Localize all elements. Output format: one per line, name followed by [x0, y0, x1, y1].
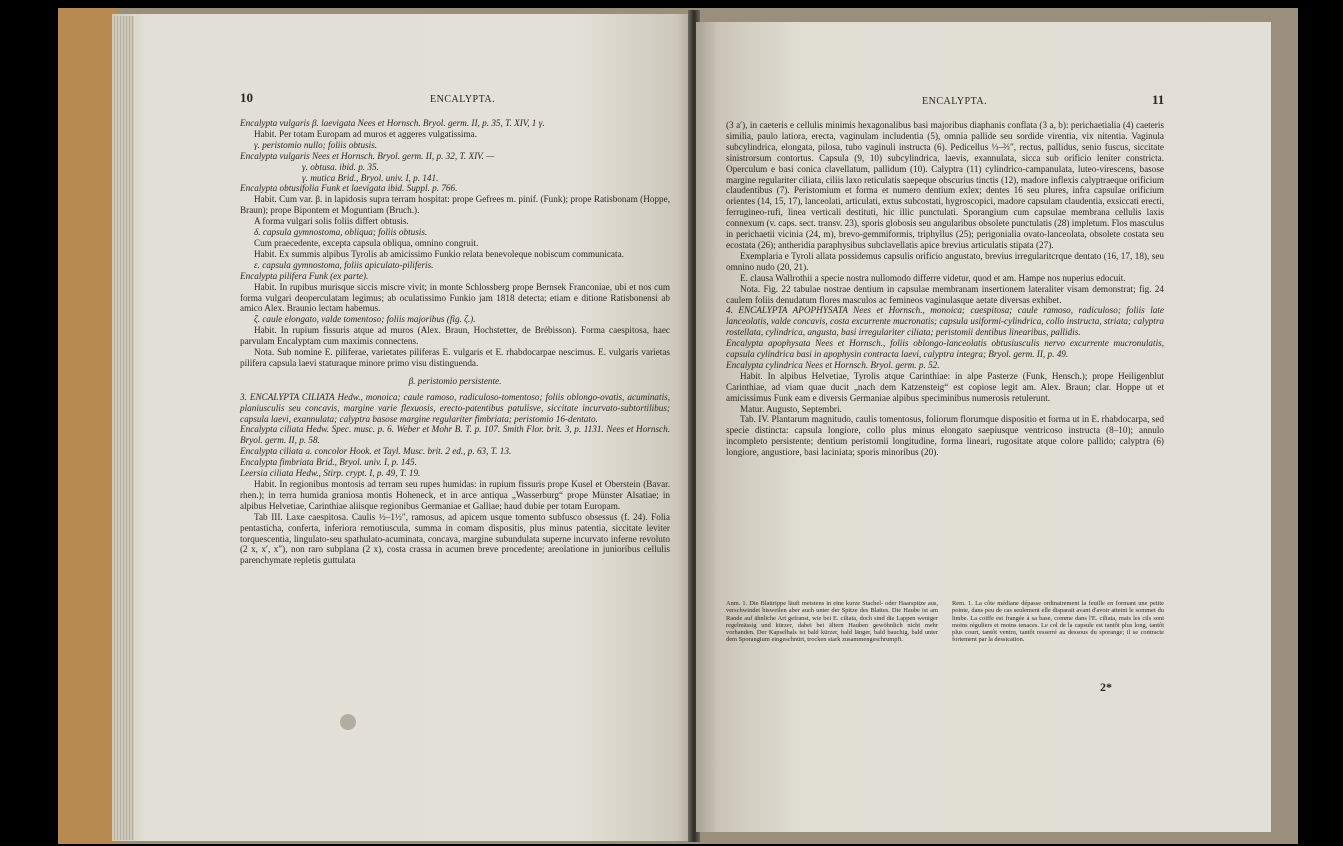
text-line: Habit. Cum var. β. in lapidosis supra terram hospitat: prope Gefrees m. pinif. (Funk); prope Ratisbonam (Hoppe, Braun); prope Bipontem et Moguntiam (Bruch.).: [240, 194, 670, 216]
signature-mark: 2*: [1100, 680, 1112, 694]
text-line: Nota. Fig. 22 tabulae nostrae dentium in capsulae membranam insertionem lateraliter visam demonstrat; fig. 24 caulem foliis denudatum flores masculos ac femineos vaginulasque aetate diversas exhibet.: [726, 283, 1164, 305]
text-line: Tab III. Laxe caespitosa. Caulis ½–1½″, ramosus, ad apicem usque tomento subfusco obsessus (f. 24). Folia pentasticha, conferta, inferiora remotiuscula, summa in comam dispositis, plus minus patentia, siccitate leviter torquescentia, lingulato-seu spathulato-acuminata, concava, margine subundulata superne incurvato inferne revoluto (2 x, x′, x″), non raro subplana (2 x), costa crassa in acumen breve procedente; areolatione in junioribus cellulis parenchymate repletis guttulata: [240, 511, 670, 566]
text-line: Encalypta apophysata Nees et Hornsch., foliis oblongo-lanceolatis obtusiusculis nervo excurrente mucronulatis, capsula cylindrica basi in apophysin contracta laevi, calyptra integra; Bryol. germ. II, p. 49.: [726, 338, 1164, 360]
text-line: δ. capsula gymnostoma, obliqua; foliis obtusis.: [254, 227, 428, 238]
footnote-french: Rem. 1. La côte médiane dépasse ordinairement la feuille en formant une petite pointe, dans peu de cas seulement elle disparait avant d'avoir atteint le sommet du limbe. La coiffe est frangée à sa base, comme dans l'E. ciliata, mais les cils sont moins réguliers et moins tenaces. Le col de la capsule est tantôt plus long, tantôt plus court, tantôt ventru, tantôt resserré au dessous du sporange; il se contracte fortement par la dessication.: [952, 600, 1164, 644]
text-line: A forma vulgari solis foliis differt obtusis.: [254, 216, 409, 227]
right-running-head: ENCALYPTA.: [922, 96, 988, 107]
text-line: Encalypta obtusifolia Funk et laevigata ibid. Suppl. p. 766.: [240, 183, 458, 194]
text-line: Habit. In alpibus Helvetiae, Tyrolis atque Carinthiae: in alpe Pasterze (Funk, Hensch.); prope Heiligenblut Carinthiae, ad viam quae ducit „nach dem Katzensteig“ est copiose legit am. Alex. Braun; clar. Hoppe ut et amicissimus Funk eam e diversis Germaniae alpibus speciminibus numerosis retulerunt.: [726, 370, 1164, 403]
section-heading: β. peristomio persistente.: [408, 375, 502, 386]
text-line: ζ. caule elongato, valde tomentoso; foliis majoribus (fig. ζ.).: [254, 314, 476, 325]
text-line: Cum praecedente, excepta capsula obliqua, omnino congruit.: [254, 237, 479, 248]
text-line: Encalypta pilifera Funk (ex parte).: [240, 270, 369, 281]
species-heading: 4. ENCALYPTA APOPHYSATA Nees et Hornsch., monoica; caespitosa; caule ramoso, radiculoso; foliis late lanceolatis, valde concavis, costa excurrente mucronatis; capsula usiformi-cylindrica, collo instructa, striata; calyptra rostellata, cylindrica, angusta, basi irregulariter ciliata; peristomii dentibus linearibus, pallidis.: [726, 305, 1164, 338]
text-line: Encalypta ciliata Hedw. Spec. musc. p. 6. Weber et Mohr B. T. p. 107. Smith Flor. brit. 3, p. 1131. Nees et Hornsch. Bryol. germ. II, p. 58.: [240, 424, 670, 446]
right-page-number: 11: [1152, 92, 1165, 107]
species-heading: 3. ENCALYPTA CILIATA Hedw., monoica; caule ramoso, radiculoso-tomentoso; foliis oblongo-ovatis, acuminatis, planiusculis seu concavis, margine varie flexuosis, erecto-patentibus patulisve, siccitate incurvato-subtortilibus; capsula laevi, exannulata; calyptra basose margine regulariter fimbriata; peristomio 16-dentato.: [240, 391, 670, 424]
stain: [340, 714, 356, 730]
text-line: Exemplaria e Tyroli allata possidemus capsulis orificio angustato, brevius irregularitcrque dentato (16, 17, 18), seu omnino nudo (20, 21).: [726, 250, 1164, 272]
left-running-head: ENCALYPTA.: [430, 94, 496, 105]
text-line: Habit. Ex summis alpibus Tyrolis ab amicissimo Funkio relata benevoleque nobiscum communicata.: [254, 248, 624, 259]
text-line: Habit. In rupium fissuris atque ad muros (Alex. Braun, Hochstetter, de Brébisson). Forma caespitosa, haec parvulam Encalyptam cum maximis connectens.: [240, 325, 670, 347]
right-page: [696, 22, 1271, 832]
left-body-text: [240, 118, 670, 566]
left-page: [112, 14, 694, 841]
text-line: Tab. IV. Plantarum magnitudo, caulis tomentosus, foliorum florumque dispositio et forma ut in E. rhabdocarpa, sed specie distincta: capsula longiore, collo plus minus elongato saepiusque ventricoso instructa (8–10); annulo incompleto persistente; dentium peristomii longitudine, forma lineari, rugositate atque colore pallido; calyptra (6) longiore, angustiore, basi laciniata; sporis minoribus (20).: [726, 414, 1164, 458]
text-line: ε. capsula gymnostoma, foliis apiculato-piliferis.: [254, 259, 434, 270]
right-body-text: [726, 120, 1164, 458]
text-line: Encalypta vulgaris Nees et Hornsch. Bryol. germ. II, p. 32, T. XIV. —: [240, 150, 495, 161]
text-line: Nota. Sub nomine E. piliferae, varietates piliferas E. vulgaris et E. rhabdocarpae nescimus. E. vulgaris varietas pilifera capsula laevi staturaque minore primo visu distinguenda.: [240, 347, 670, 368]
text-line: E. clausa Wallrothii a specie nostra nullomodo differre videtur, quod et am. Hampe nos nuperius edocuit.: [740, 272, 1126, 283]
left-page-number: 10: [240, 90, 253, 105]
text-line: Habit. In rupibus murisque siccis miscre vivit; in monte Schlossberg prope Bernsek Franconiae, ubi et nos cum forma vulgari deoperculatam legimus; ab oculatissimo Funkio jam 1818 detecta; etiam e ditione Ratisbonensi ab amico Alex. Braunio lectam habemus.: [240, 281, 670, 314]
text-line: (3 a′), in caeteris e cellulis minimis hexagonalibus basi majoribus diaphanis conflata (3 a, b): perichaetialia (4) caeteris similia, paulo latiora, erecta, vaginulam includentia (5), omnia pallide seu sordide virentia, vix nitentia. Vaginula subcylindrica, elongata, pilosa, tubo vaginuli instructa (6). Pedicellus ⅓–⅔″, rectus, pallidus, senio fuscus, siccitate sinistrorsum contortus. Capsula (9, 10) subcylindrica, laevis, exannulata, sicca sub orificio leniter constricta. Operculum e basi conica clavellatum, pallidum (10). Calyptra (11) cylindrico-campanulata, luteo-virescens, basose margine regulariter ciliata, ciliis laxo reticulatis saepeque obscurius tinctis (12), madore inflexis calyptraeque orificium claudentibus (7). Peristomium et forma et numero dentium exlex; dentes 16 seu plures, infra capsulae orificium orientes (14, 15, 17), lanceolati, articulati, extus subcostati, hygroscopici, madore capsulam claudentia, exsiccati erecti, ferrugineo-rufi, linea verticali destituti, hic illic punctulati. Sporangium cum capsulae membrana cellulis laxis connexum (v. caps. sect. transv. 23), sporis globosis seu angularibus obsolete punctulatis (28) impletum. Flos masculus in perichaetii vicinia (24, m), brevo-gemmiformis, triphyllus (25); perigonialia ovato-lanceolata, obsolete costata seu ecostata (26); antheridia paraphysibus subclavellatis apice brevius articulatis stipata (27).: [726, 120, 1164, 250]
text-line: Encalypta ciliata a. concolor Hook. et Tayl. Musc. brit. 2 ed., p. 63, T. 13.: [240, 446, 512, 457]
text-line: Matur. Augusto, Septembri.: [740, 403, 842, 414]
text-line: Habit. In regionibus montosis ad terram seu rupes humidas: in rupium fissuris prope Kusel et Oberstein (Bavar. rhen.); in terra humida graniosa montis Hoheneck, et in arce antiqua „Wasserburg“ prope Münster Alsatiae; in alpibus Helvetiae, Carinthiae aliisque regionibus Germaniae et Galliae; haud dubie per totam Europam.: [240, 479, 670, 511]
cover-edge: [58, 8, 118, 844]
text-line: Encalypta cylindrica Nees et Hornsch. Bryol. germ. p. 52.: [726, 359, 940, 370]
page-edges: [112, 16, 134, 840]
text-line: Habit. Per totam Europam ad muros et aggeres vulgatissima.: [254, 128, 477, 139]
text-line: Encalypta vulgaris β. laevigata Nees et Hornsch. Bryol. germ. II, p. 35, T. XIV, 1 γ.: [240, 118, 545, 128]
text-line: γ. obtusa. ibid. p. 35.: [302, 161, 379, 172]
footnote-german: Anm. 1. Die Blattrippe läuft meistens in eine kurze Stachel- oder Haarspitze aus, verschwindet bisweilen aber auch unter der Spitze des Blattes. Die Haube ist am Rande auf ähnliche Art gefranst, wie bei E. ciliata, doch sind die Lappen weniger regelmässig und kürzer, dabei bei ältern Hauben gewöhnlich nicht mehr vorhanden. Der Kapselhals ist bald kürzer, bald länger, bald bauchig, bald unter dem Sporangium eingeschnürt, trocken stark zusammengeschrumpft.: [726, 600, 938, 644]
text-line: Encalypta fimbriata Brid., Bryol. univ. I, p. 145.: [240, 457, 417, 468]
text-line: γ. peristomio nullo; foliis obtusis.: [254, 139, 378, 150]
text-line: Leersia ciliata Hedw., Stirp. crypt. I, p. 49, T. 19.: [240, 468, 421, 479]
footnotes: [726, 600, 1164, 644]
text-line: γ. mutica Brid., Bryol. univ. I, p. 141.: [302, 172, 439, 183]
